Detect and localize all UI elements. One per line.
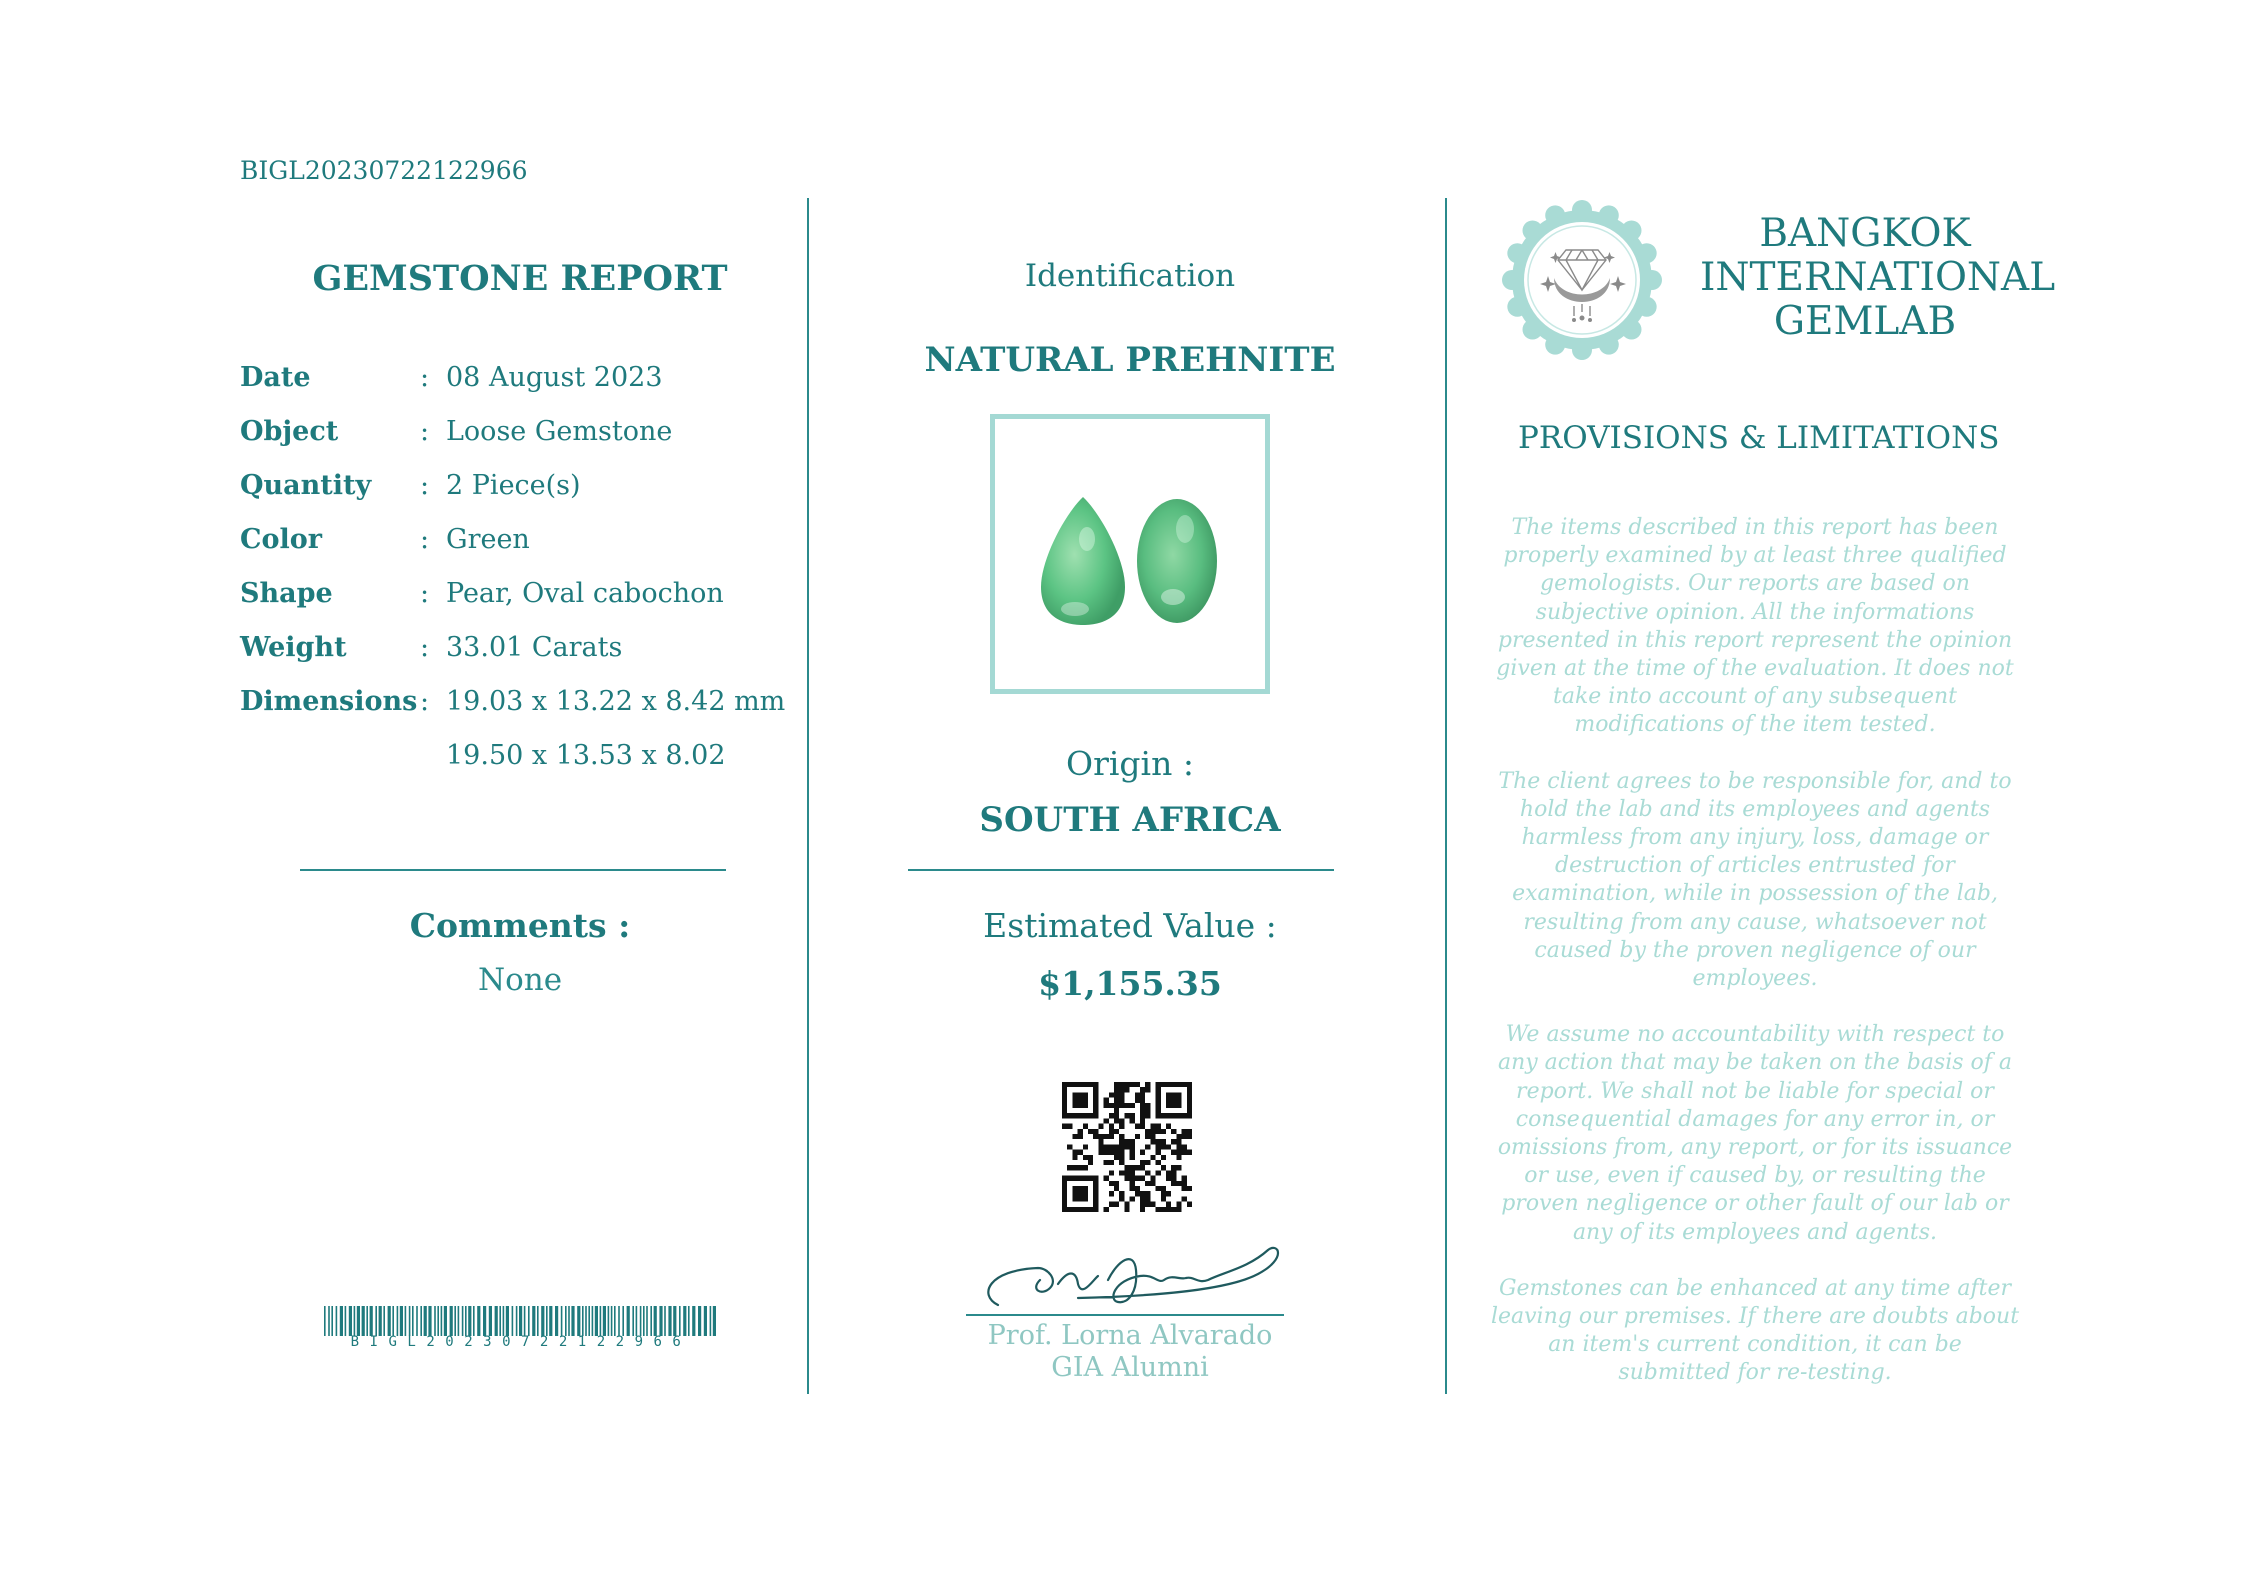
field-value: 08 August 2023	[446, 362, 663, 393]
signature	[958, 1240, 1292, 1320]
origin-label: Origin :	[1066, 744, 1194, 783]
column-divider-left	[807, 198, 809, 1394]
field-label: Quantity	[240, 470, 372, 501]
field-value: 33.01 Carats	[446, 632, 623, 663]
field-colon: :	[420, 470, 430, 501]
barcode-icon	[324, 1306, 718, 1336]
provision-paragraph: The items described in this report has been properly examined by at least three qualified gemologists. Our reports are based on subjective opinion. All the informations presented in this report represent the opinion given at the time of the evaluation. It does not take into account of any subsequent modifications of the item tested.	[1496, 515, 2014, 738]
estimated-value-label: Estimated Value :	[983, 906, 1277, 945]
field-colon: :	[420, 524, 430, 555]
comments-value: None	[477, 962, 563, 998]
field-colon: :	[420, 416, 430, 447]
qr-code-icon[interactable]	[1062, 1082, 1192, 1212]
field-label: Date	[240, 362, 311, 393]
field-label: Object	[240, 416, 339, 447]
left-divider	[300, 869, 726, 871]
provision-paragraph: Gemstones can be enhanced at any time after leaving our premises. If there are doubts about an item's current condition, it can be submitted for re-testing.	[1490, 1275, 2020, 1386]
provision-paragraph: The client agrees to be responsible for, and to hold the lab and its employees and agents harmless from any injury, loss, damage or destruction of articles entrusted for examination, while in possession of the lab, resulting from any cause, whatsoever not caused by the proven negligence of our employees.	[1498, 768, 2012, 992]
field-label: Shape	[240, 578, 333, 609]
field-label: Color	[240, 524, 322, 555]
provisions-title: PROVISIONS & LIMITATIONS	[1518, 420, 2000, 456]
barcode-text: BIGL20230722122966	[350, 1334, 692, 1350]
signer-title: GIA Alumni	[1051, 1352, 1209, 1383]
field-value: Loose Gemstone	[446, 416, 673, 447]
comments-title: Comments :	[409, 906, 631, 945]
origin-value: SOUTH AFRICA	[979, 800, 1281, 840]
field-value: Pear, Oval cabochon	[446, 578, 724, 609]
lab-name-line: INTERNATIONAL	[1700, 255, 2056, 300]
lab-name	[1700, 211, 2056, 344]
provision-paragraph: We assume no accountability with respect to any action that may be taken on the basis of a report. We shall not be liable for special or consequential damages for any error in, or omissions from, any report, or for its issuance or use, even if caused by, or resulting the proven negligence or other fault of our lab or any of its employees and agents.	[1497, 1022, 2013, 1245]
field-colon: :	[420, 632, 430, 663]
identification-label: Identification	[1024, 258, 1236, 294]
field-label: Dimensions	[240, 686, 418, 717]
middle-divider	[908, 869, 1334, 871]
report-title: GEMSTONE REPORT	[312, 258, 728, 299]
field-value: 19.03 x 13.22 x 8.42 mm	[446, 686, 786, 717]
lab-name-line: GEMLAB	[1773, 299, 1957, 344]
gem-photo	[990, 414, 1270, 694]
lab-name-line: BANGKOK	[1759, 211, 1971, 256]
diamond-crescent-seal-icon	[1502, 200, 1662, 360]
field-colon: :	[420, 686, 430, 717]
provisions-text	[1490, 514, 2020, 1416]
gem-name: NATURAL PREHNITE	[924, 340, 1336, 380]
field-colon: :	[420, 578, 430, 609]
estimated-value: $1,155.35	[1038, 964, 1222, 1003]
column-divider-right	[1445, 198, 1447, 1394]
field-colon: :	[420, 362, 430, 393]
field-value: 19.50 x 13.53 x 8.02	[446, 740, 726, 771]
field-label: Weight	[240, 632, 347, 663]
gem-image	[995, 419, 1265, 689]
field-value: 2 Piece(s)	[446, 470, 581, 501]
report-id: BIGL20230722122966	[240, 156, 528, 185]
signer-name: Prof. Lorna Alvarado	[987, 1320, 1273, 1351]
field-value: Green	[446, 524, 530, 555]
signer-info	[880, 1320, 1380, 1384]
